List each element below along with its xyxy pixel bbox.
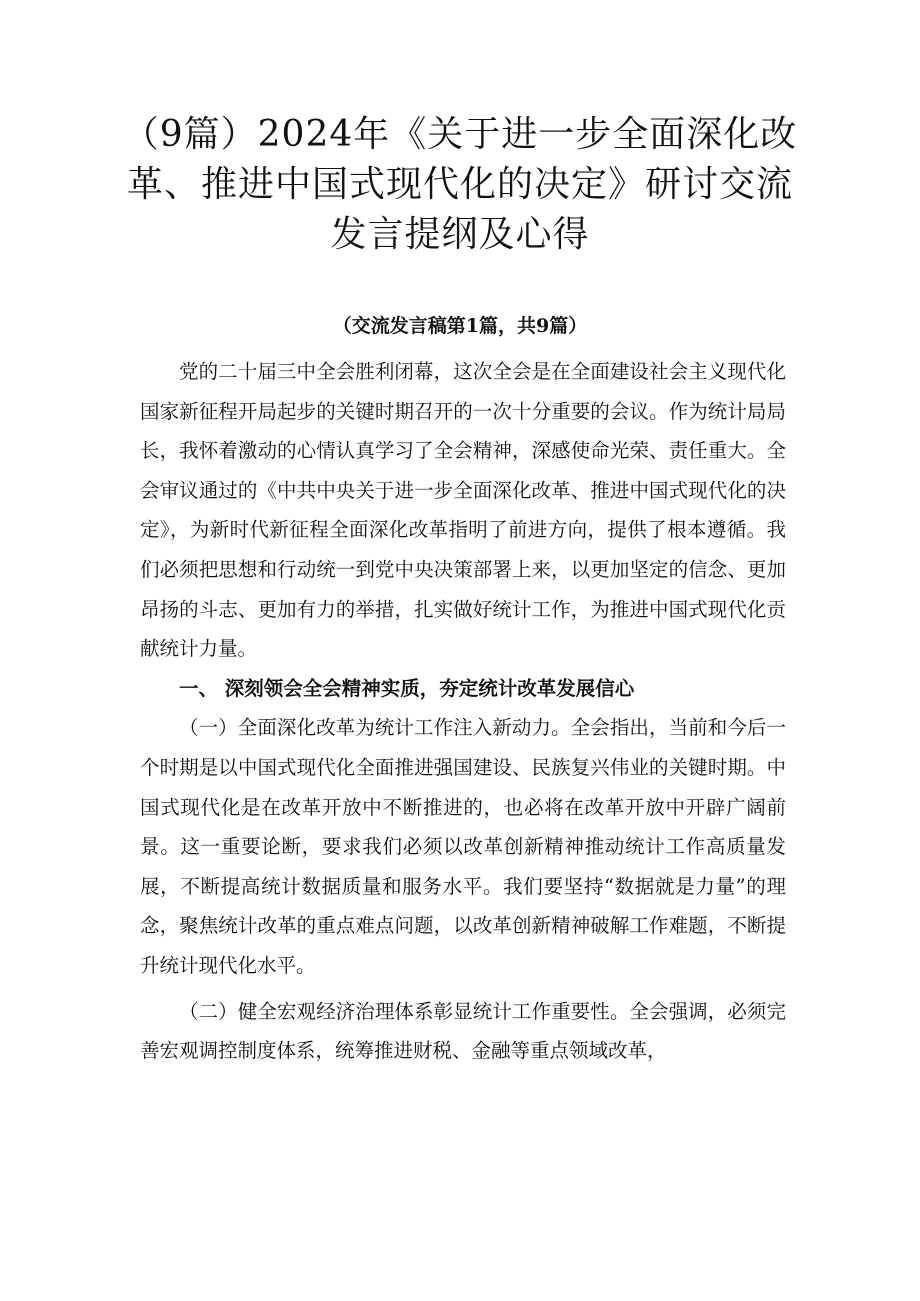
paragraph-section-2: （二）健全宏观经济治理体系彰显统计工作重要性。全会强调，必须完善宏观调控制度体系，统筹推进财税、金融等重点领域改革， (140, 999, 786, 1063)
section-heading: 一、 深刻领会全会精神实质，夯定统计改革发展信心 (179, 676, 635, 700)
document-body (140, 352, 786, 1071)
title-line: 发言提纲及心得 (330, 214, 590, 255)
title-line: 革、推进中国式现代化的决定》研讨交流 (126, 164, 793, 205)
title-line: （9篇）2024年《关于进一步全面深化改 (122, 114, 798, 155)
paragraph-intro: 党的二十届三中全会胜利闭幕，这次全会是在全面建设社会主义现代化国家新征程开局起步的关键时期召开的一次十分重要的会议。作为统计局局长，我怀着激动的心情认真学习了全会精神，深感使命光荣、责任重大。全会审议通过的《中共中央关于进一步全面深化改革、推进中国式现代化的决定》，为新时代新征程全面深化改革指明了前进方向，提供了根本遵循。我们必须把思想和行动统一到党中央决策部署上来，以更加坚定的信念、更加昂扬的斗志、更加有力的举措，扎实做好统计工作，为推进中国式现代化贡献统计力量。 (140, 360, 786, 661)
document-subtitle: （交流发言稿第1篇，共9篇） (332, 315, 588, 337)
paragraph-section-1: （一）全面深化改革为统计工作注入新动力。全会指出，当前和今后一个时期是以中国式现代化全面推进强国建设、民族复兴伟业的关键时期。中国式现代化是在改革开放中不断推进的，也必将在改革开放中开辟广阔前景。这一重要论断，要求我们必须以改革创新精神推动统计工作高质量发展，不断提高统计数据质量和服务水平。我们要坚持“数据就是力量”的理念，聚焦统计改革的重点难点问题，以改革创新精神破解工作难题，不断提升统计现代化水平。 (140, 716, 786, 977)
document-title (100, 110, 820, 260)
